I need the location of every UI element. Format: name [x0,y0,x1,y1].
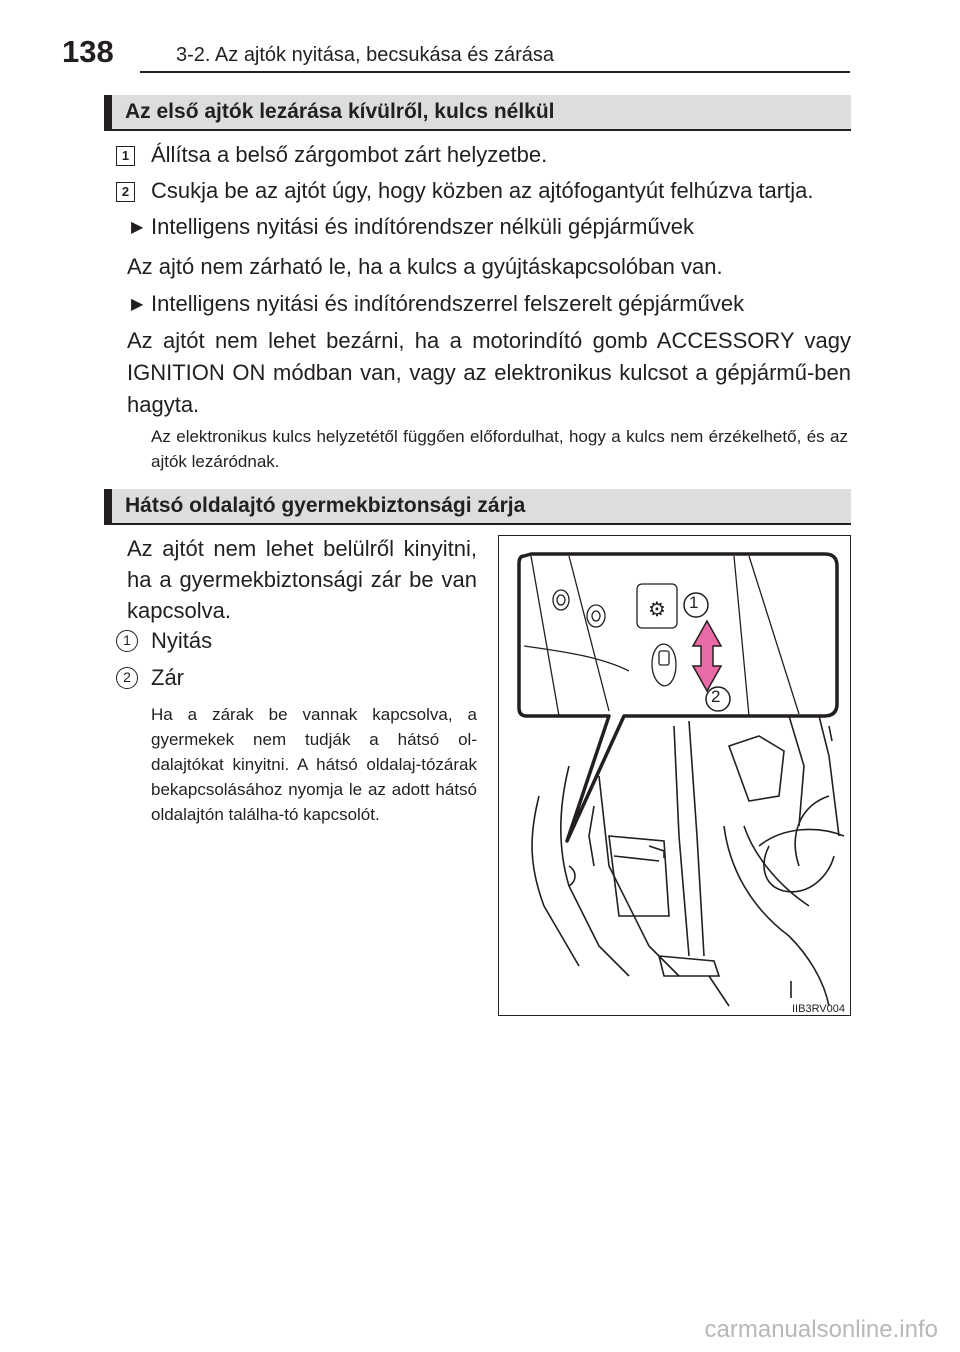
section-title: Hátsó oldalajtó gyermekbiztonsági zárja [125,494,526,517]
callout-number: 2 [711,687,721,706]
section-heading-child-lock [104,489,851,525]
note-text: Ha a zárak be vannak kapcsolva, a gyermekek nem tudják a hátsó ol-dalajtókat kinyitni. A hátsó oldalaj-tózárak bekapcsolásához nyomja le az adott hátsó oldalajtón találha-tó kapcsolót. [151,705,477,824]
item-text: Zár [151,665,184,690]
child-lock-illustration [498,535,851,1016]
heading-bar [104,95,112,129]
bullet-heading: Intelligens nyitási és indítórendszerrel felszerelt gépjárművek [151,291,745,316]
item-number: 2 [116,667,138,689]
header-rule [140,71,850,73]
watermark: carmanualsonline.info [704,1316,938,1343]
chapter-title: 3-2. Az ajtók nyitása, becsukása és zárása [176,44,554,66]
car-door-drawing [499,536,849,1014]
paragraph: Az ajtót nem lehet belülről kinyitni, ha a gyermekbiztonsági zár be van kapcsolva. [127,536,477,623]
bullet-heading: Intelligens nyitási és indítórendszer nélküli gépjárművek [151,214,694,239]
item-number: 1 [116,630,138,652]
section-title: Az első ajtók lezárása kívülről, kulcs nélkül [125,100,555,123]
step-number: 2 [116,182,135,202]
paragraph: Az ajtó nem zárható le, ha a kulcs a gyújtáskapcsolóban van. [127,254,723,279]
svg-text:⚙: ⚙ [648,599,666,621]
item-text: Nyitás [151,628,213,653]
callout-number: 1 [689,593,699,612]
section-heading-front-doors [104,95,851,131]
step-text: Állítsa a belső zárgombot zárt helyzetbe. [151,142,548,167]
step-text: Csukja be az ajtót úgy, hogy közben az ajtófogantyút felhúzva tartja. [151,178,814,203]
page-number: 138 [62,34,114,69]
figure-code: IIB3RV004 [792,1003,846,1015]
triangle-bullet-icon: ▶ [131,296,144,313]
heading-bar [104,489,112,523]
step-number: 1 [116,146,135,166]
triangle-bullet-icon: ▶ [131,219,144,236]
paragraph: Az ajtót nem lehet bezárni, ha a motorindító gomb ACCESSORY vagy IGNITION ON módban van, vagy az elektronikus kulcsot a gépjármű-ben hagyta. [127,328,851,417]
note-text: Az elektronikus kulcs helyzetétől függően előfordulhat, hogy a kulcs nem érzékelhető, és az ajtók lezáródnak. [151,427,848,471]
